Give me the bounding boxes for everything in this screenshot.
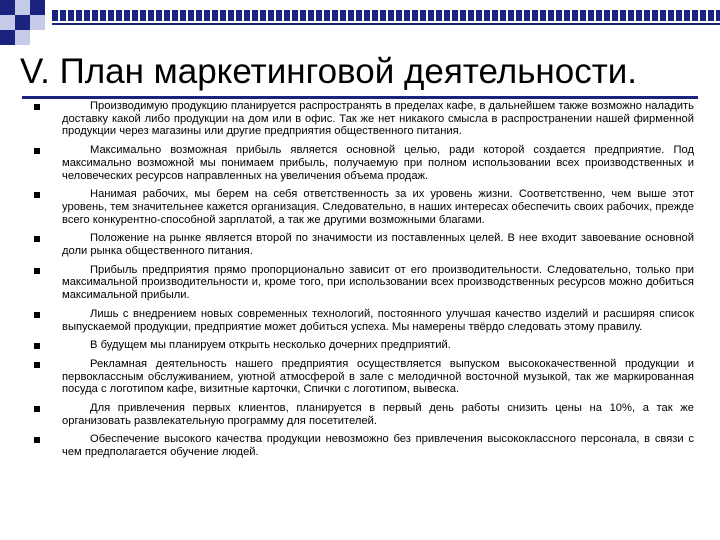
list-item: Прибыль предприятия прямо пропорционально зависит от его производительности. Следовательно, только при максимальной производительности и, кроме того, при использовании всех производственных ресурсов можно добиться максимальной прибыли. xyxy=(30,264,694,302)
list-item: Лишь с внедрением новых современных технологий, постоянного улучшая качество изделий и расширяя список выпускаемой продукции, предприятие может добиться успеха. Мы намерены твёрдо следовать этому правилу. xyxy=(30,308,694,333)
bullet-square-icon xyxy=(34,104,40,110)
list-item: Производимую продукцию планируется распространять в пределах кафе, в дальнейшем также возможно наладить доставку какой либо продукции на дом или в офис. Так же нет никакого смысла в распространении нашей фирменной продукции через магазины или другие предприятия общественного питания. xyxy=(30,100,694,138)
bullet-square-icon xyxy=(34,236,40,242)
list-item: В будущем мы планируем открыть несколько дочерних предприятий. xyxy=(30,339,694,352)
list-item: Обеспечение высокого качества продукции невозможно без привлечения высококлассного персонала, в связи с чем предполагается обучение людей. xyxy=(30,433,694,458)
bullet-list xyxy=(30,100,694,465)
list-item: Максимально возможная прибыль является основной целью, ради которой создается предприятие. Под максимально возможной мы понимаем прибыль, получаемую при полном использовании всех производственных и человеческих ресурсов направленных на увеличения объема продаж. xyxy=(30,144,694,182)
bullet-square-icon xyxy=(34,362,40,368)
list-item: Нанимая рабочих, мы берем на себя ответственность за их уровень жизни. Соответственно, чем выше этот уровень, тем значительнее кажется организация. Следовательно, в наших интересах обеспечить своих рабочих, прежде всего конкурентно-способной зарплатой, а так же другими возможными благами. xyxy=(30,188,694,226)
list-item: Рекламная деятельность нашего предприятия осуществляется выпуском высококачественной продукции и первоклассным обслуживанием, уютной атмосферой в зале с мелодичной восточной музыкой, так же маркированная посуда с логотипом кафе, визитные карточки, Спички с логотипом, вывеска. xyxy=(30,358,694,396)
slide-title: V. План маркетинговой деятельности. xyxy=(20,52,638,91)
bullet-square-icon xyxy=(34,343,40,349)
header-line-decoration xyxy=(52,23,720,25)
header-stripe-decoration xyxy=(52,10,720,21)
bullet-square-icon xyxy=(34,268,40,274)
list-item: Положение на рынке является второй по значимости из поставленных целей. В нее входит завоевание основной доли рынка общественного питания. xyxy=(30,232,694,257)
bullet-square-icon xyxy=(34,312,40,318)
bullet-square-icon xyxy=(34,148,40,154)
bullet-square-icon xyxy=(34,192,40,198)
bullet-square-icon xyxy=(34,437,40,443)
bullet-square-icon xyxy=(34,406,40,412)
list-item: Для привлечения первых клиентов, планируется в первый день работы снизить цены на 10%, а так же организовать развлекательную программу для посетителей. xyxy=(30,402,694,427)
title-underline xyxy=(22,96,698,99)
